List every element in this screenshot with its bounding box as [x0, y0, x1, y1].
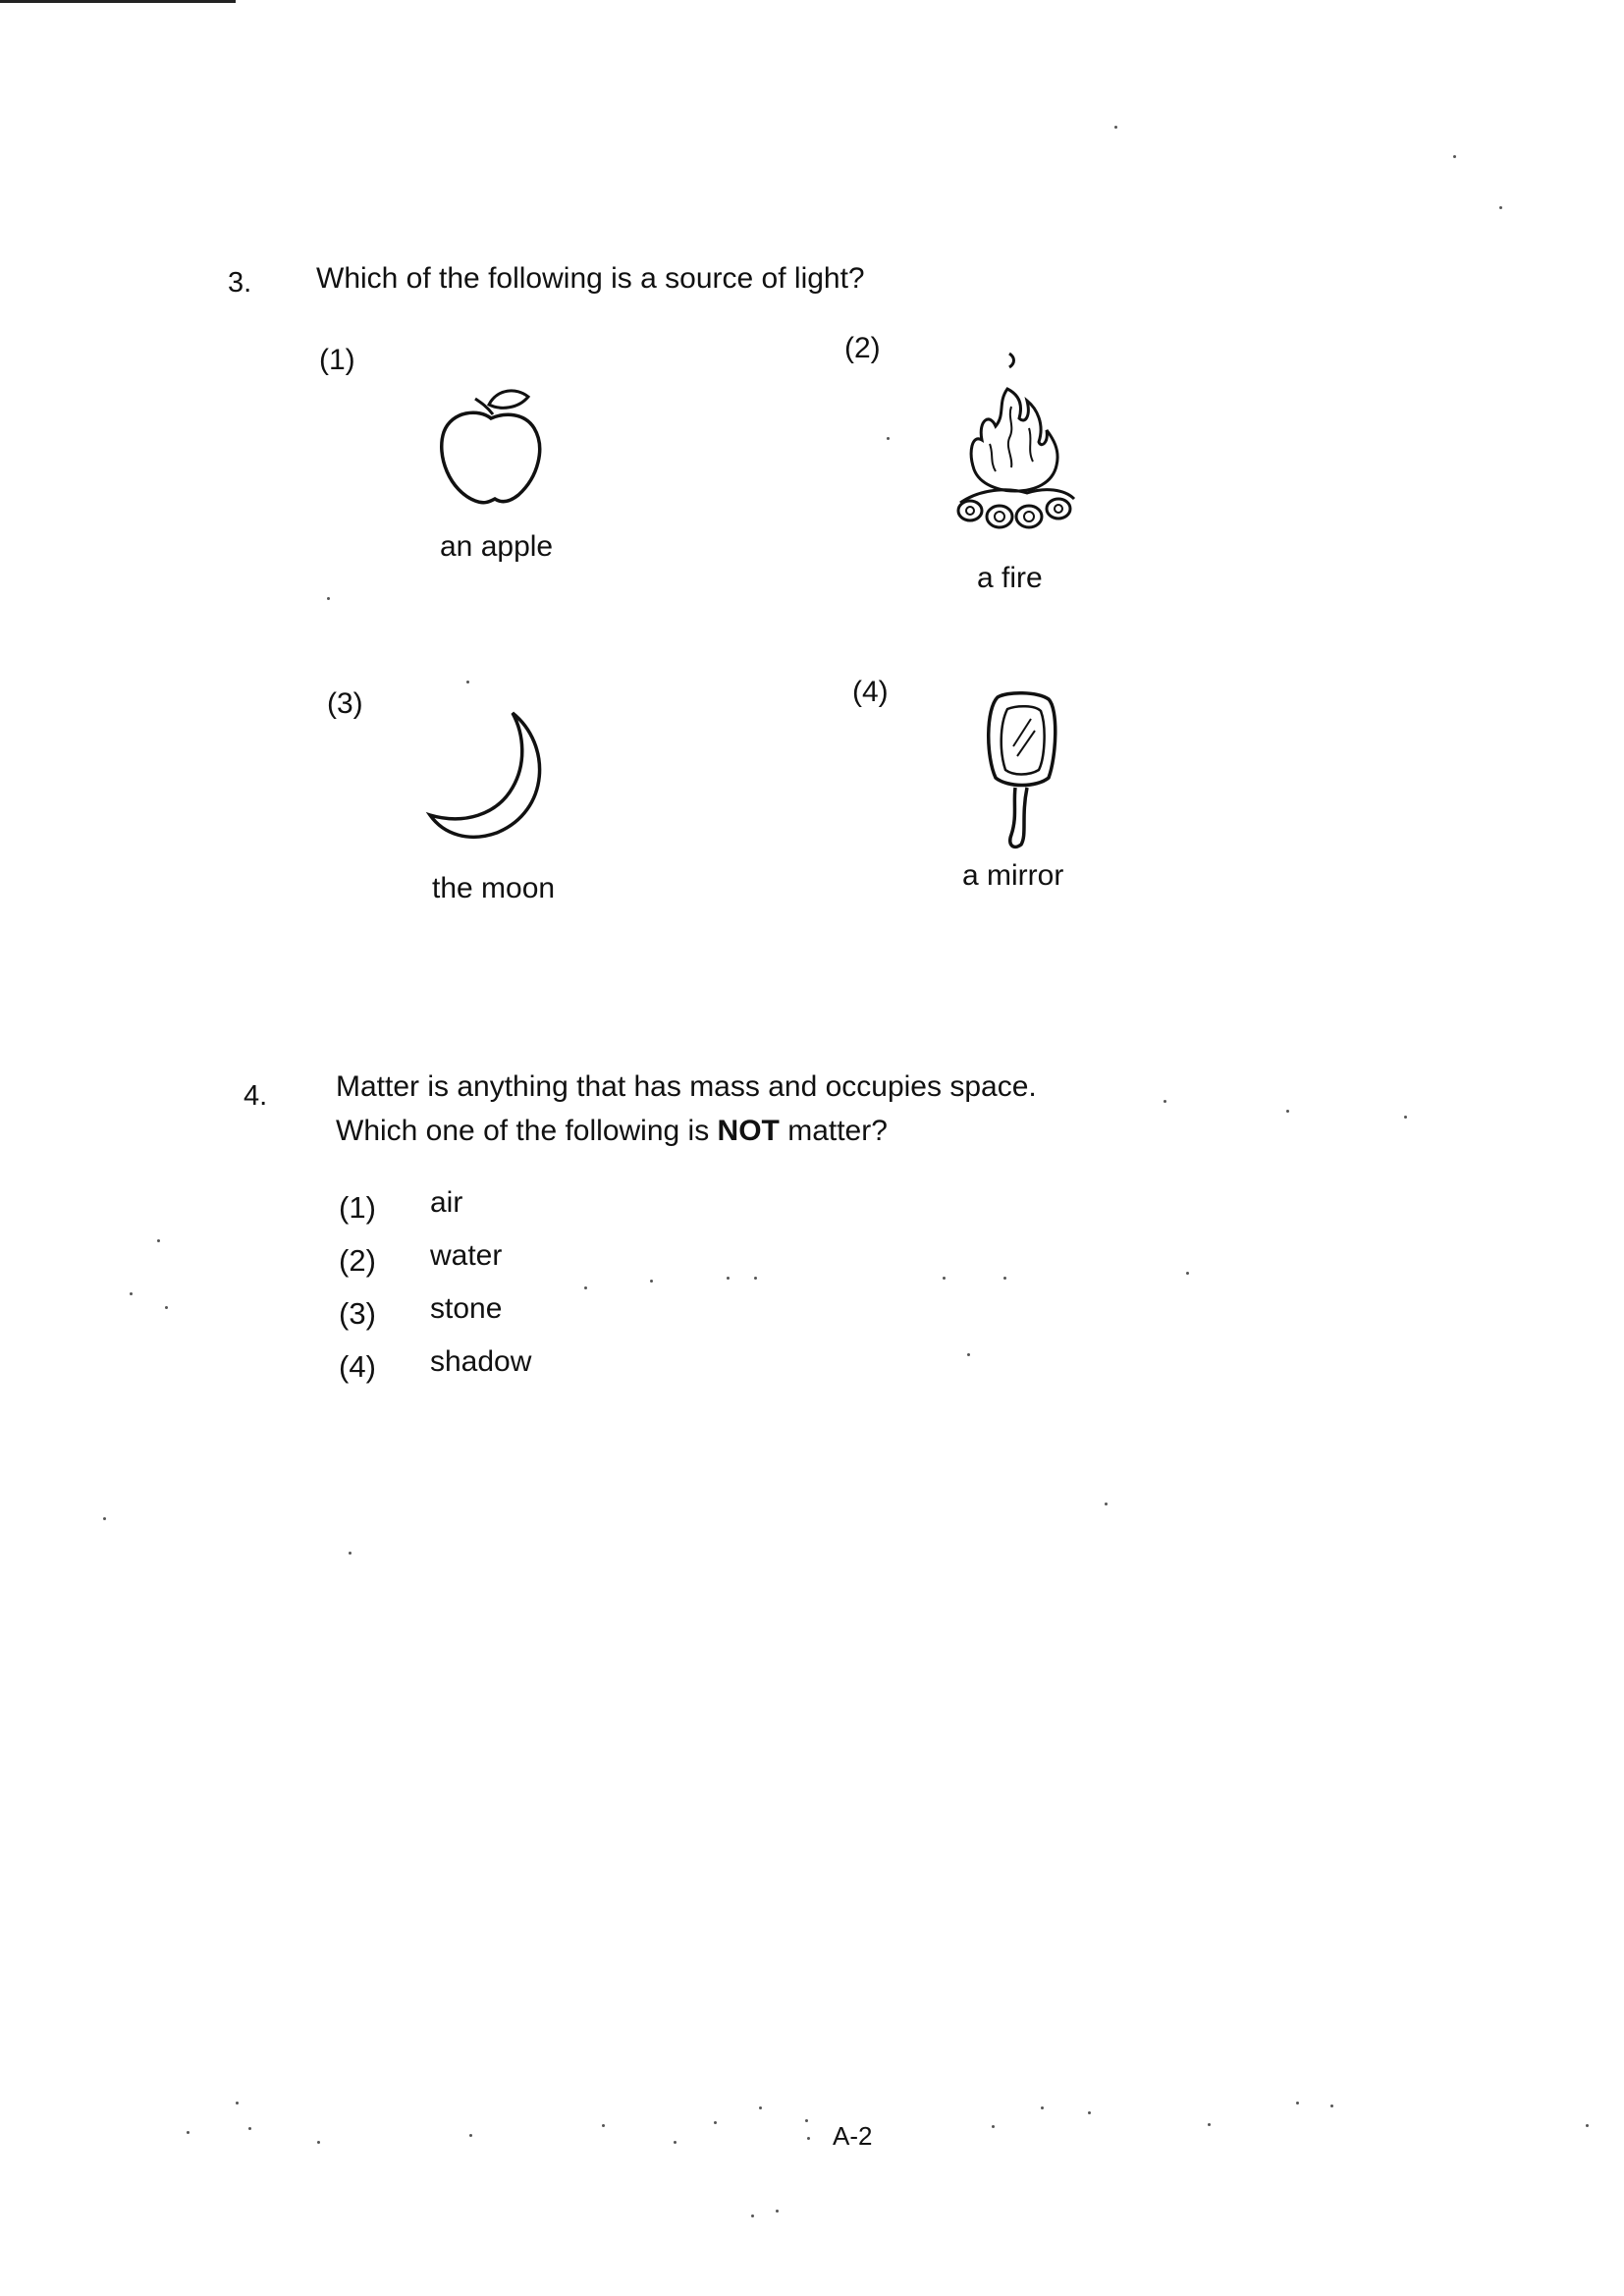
scan-speck: [187, 2131, 189, 2134]
q4-option-3-number: (3): [339, 1296, 376, 1331]
apple-icon: [432, 381, 550, 514]
scan-speck: [1114, 126, 1117, 129]
top-rule: [0, 0, 236, 3]
scan-speck: [236, 2102, 239, 2105]
q3-option-1-number: (1): [319, 344, 355, 376]
scan-speck: [805, 2119, 808, 2122]
scan-speck: [727, 1277, 730, 1280]
scan-speck: [103, 1517, 106, 1520]
question-4-number: 4.: [244, 1080, 268, 1112]
scan-speck: [967, 1353, 970, 1356]
scan-speck: [584, 1286, 587, 1289]
q3-option-3-number: (3): [327, 687, 363, 720]
scan-speck: [650, 1280, 653, 1283]
scan-speck: [887, 437, 890, 440]
page-label: A-2: [833, 2121, 873, 2151]
scan-speck: [992, 2125, 995, 2128]
q4-option-4-text: shadow: [430, 1345, 532, 1378]
scan-speck: [1105, 1503, 1108, 1505]
scan-speck: [157, 1239, 160, 1242]
mirror-icon: [978, 687, 1066, 859]
q3-option-1-caption: an apple: [440, 530, 554, 563]
q3-option-4-caption: a mirror: [962, 859, 1064, 892]
scan-speck: [759, 2106, 762, 2109]
q3-option-2-caption: a fire: [977, 562, 1043, 594]
scan-speck: [1404, 1116, 1407, 1119]
q4-option-2-number: (2): [339, 1243, 376, 1278]
scan-speck: [248, 2127, 251, 2130]
question-4-line-1: Matter is anything that has mass and occupies space.: [336, 1070, 1037, 1103]
scan-speck: [943, 1277, 946, 1280]
question-4-line-2-end: matter?: [779, 1115, 888, 1147]
scan-speck: [602, 2124, 605, 2127]
scan-speck: [466, 681, 469, 683]
question-3-text: Which of the following is a source of light?: [316, 262, 865, 295]
q3-option-4-number: (4): [852, 676, 889, 708]
scan-speck: [1164, 1100, 1166, 1103]
scan-speck: [1186, 1272, 1189, 1275]
q3-option-3-caption: the moon: [432, 872, 556, 904]
q4-option-4-number: (4): [339, 1349, 376, 1384]
q4-option-3-text: stone: [430, 1292, 503, 1325]
scan-speck: [807, 2137, 810, 2140]
scan-speck: [1041, 2106, 1044, 2109]
scan-speck: [317, 2141, 320, 2144]
question-4-line-2-start: Which one of the following is: [336, 1115, 718, 1147]
q3-option-2-number: (2): [844, 332, 881, 364]
scan-speck: [754, 1277, 757, 1280]
scan-speck: [469, 2134, 472, 2137]
q4-option-2-text: water: [430, 1239, 503, 1272]
scan-speck: [1208, 2123, 1211, 2126]
question-4-line-2: [336, 1110, 888, 1153]
scan-speck: [1296, 2102, 1299, 2105]
scan-speck: [714, 2121, 717, 2124]
scan-speck: [165, 1306, 168, 1309]
scan-speck: [776, 2210, 779, 2213]
scan-speck: [1499, 206, 1502, 209]
question-3-number: 3.: [228, 267, 252, 299]
scan-speck: [1453, 155, 1456, 158]
fire-icon: [950, 350, 1078, 541]
scan-speck: [1003, 1277, 1006, 1280]
question-4-emphasis: NOT: [717, 1115, 780, 1147]
scan-speck: [327, 597, 330, 600]
scan-speck: [1330, 2105, 1333, 2107]
scan-speck: [674, 2141, 677, 2144]
scan-speck: [1286, 1110, 1289, 1113]
q4-option-1-number: (1): [339, 1190, 376, 1225]
scan-speck: [1088, 2111, 1091, 2114]
scan-speck: [751, 2214, 754, 2217]
scan-speck: [1586, 2124, 1589, 2127]
scan-speck: [130, 1292, 133, 1295]
q4-option-1-text: air: [430, 1186, 463, 1219]
scan-speck: [349, 1552, 352, 1555]
moon-icon: [426, 709, 554, 851]
